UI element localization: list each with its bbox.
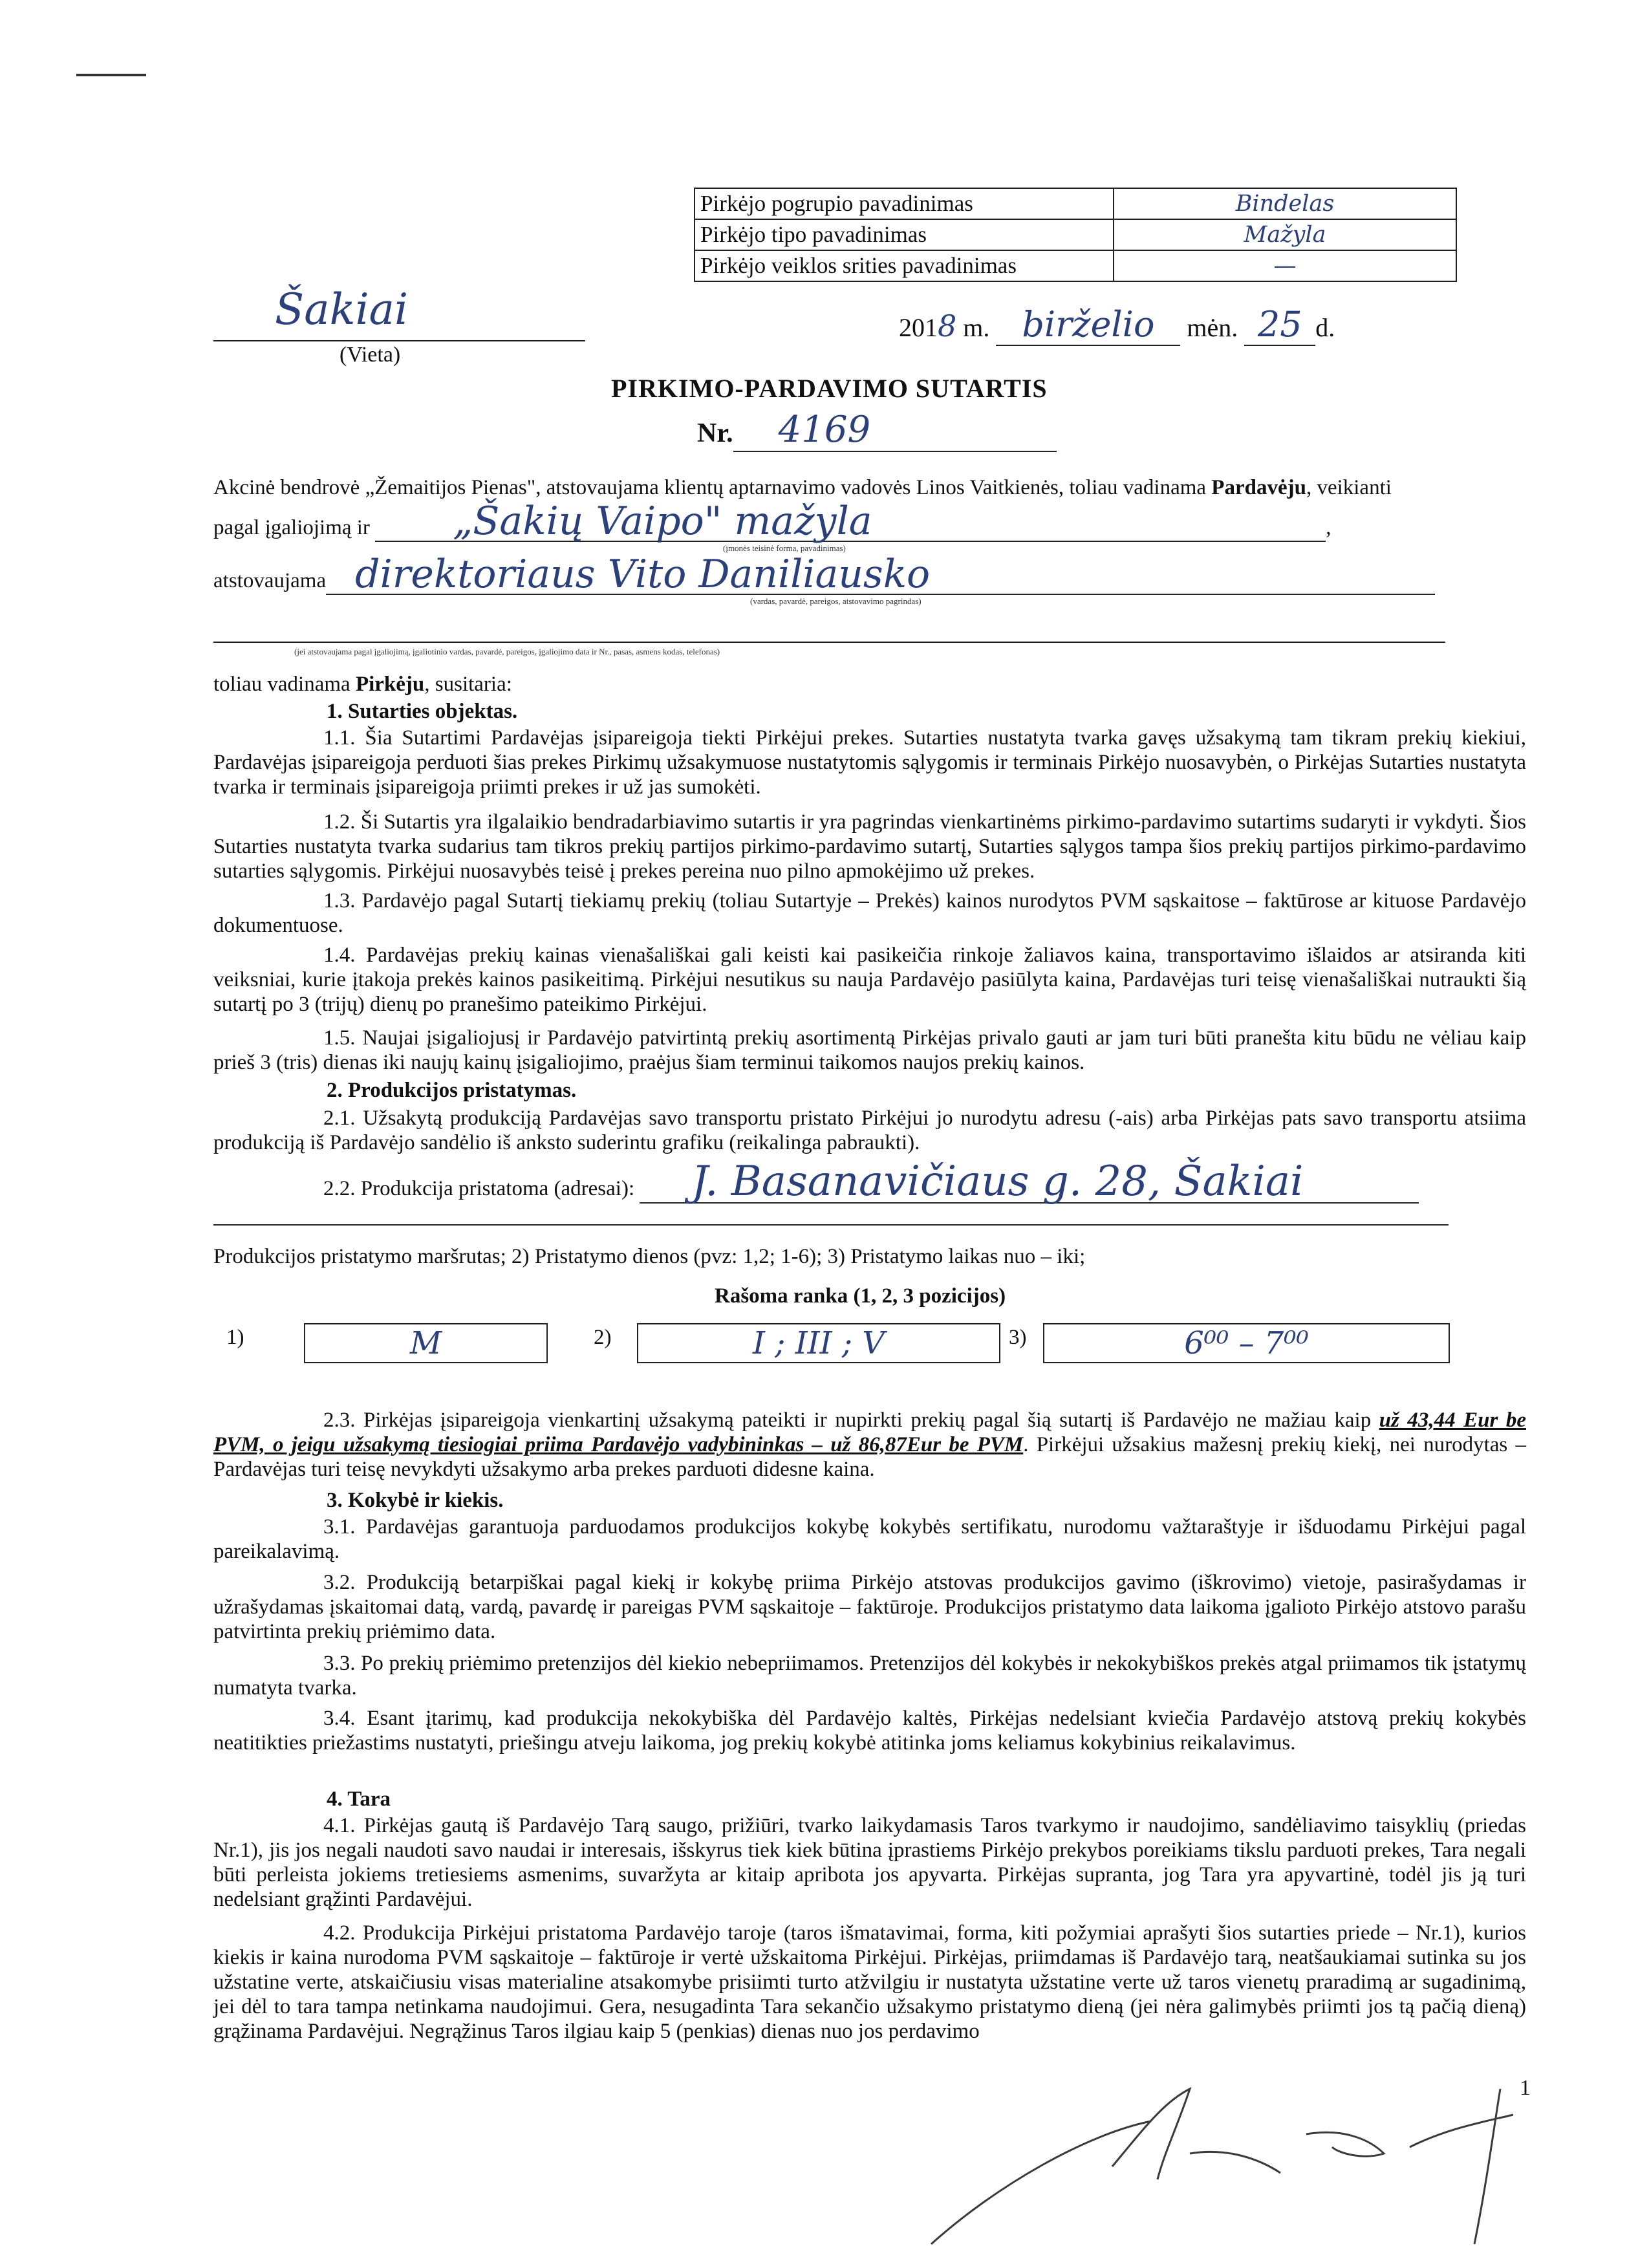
authorization-line [213,642,1445,643]
table-row [695,188,1456,219]
contract-title: PIRKIMO-PARDAVIMO SUTARTIS [611,374,1048,403]
buyer-name: „Šakių Vaipo" mažyla [375,502,1326,542]
authorization-caption: (jei atstovaujama pagal įgaliojimą, įgaliotinio vardas, pavardė, pareigos, įgaliojimo data ir Nr., pasas, asmens kodas, telefonas) [294,647,720,656]
intro-line-1: Akcinė bendrovė „Žemaitijos Pienas", atstovaujama klientų aptarnavimo vadovės Linos Vaitkienės, toliau vadinama Pardavėju, veikianti [213,476,1392,499]
intro-line-2: pagal įgaliojimą ir „Šakių Vaipo" mažyla , [213,499,1331,544]
section-3-heading: 3. Kokybė ir kiekis. [327,1489,504,1512]
intro-line-3: atstovaujama direktoriaus Vito Daniliausko [213,555,1435,595]
box-2-value: I ; III ; V [637,1323,1000,1363]
buyer-caption: (įmonės teisinė forma, pavadinimas) [723,543,846,553]
box-3-label: 3) [1009,1326,1027,1349]
day-value: 25 [1244,304,1315,346]
clause-1-4: 1.4. Pardavėjas prekių kainas vienašališkai gali keisti kai pasikeičia rinkoje žaliavos kaina, transportavimo išlaidos ar atsiranda kiti veiksniai, kurie įtakoja prekės kainos pasikeitimą. Pirkėjui nesutikus su nauja Pardavėjo pasiūlyta kaina, Pardavėjas turi teisę vienašališkai nutraukti šią sutartį po 3 (trijų) dienų po pranešimo pateikimo Pirkėjui. [213,944,1526,1016]
month-label: mėn. [1187,313,1238,342]
page-number: 1 [1520,2076,1531,2100]
clause-3-2: 3.2. Produkciją betarpiškai pagal kiekį ir kokybę priima Pirkėjo atstovas produkcijos gavimo (iškrovimo) vietoje, pasirašydamas ir užrašydamas įskaitomai datą, vardą, pavardę ir pareigas PVM sąskaitoje – faktūroje. Produkcijos pristatymo data laikoma įgalioto Pirkėjo atstovo parašu patvirtinta prekių priėmimo data. [213,1571,1526,1643]
day-label: d. [1315,313,1335,342]
clause-3-1: 3.1. Pardavėjas garantuoja parduodamos produkcijos kokybę kokybės sertifikatu, nurodomu važtaraštyje ir išduodamu Pirkėjui pagal pareikalavimą. [213,1515,1526,1563]
row-value: Mažyla [1114,219,1456,250]
contract-number [697,409,1057,452]
year-digit: 8 [938,308,957,343]
box-1-value: M [304,1323,548,1363]
table-row [695,219,1456,250]
year-prefix: 201 [899,313,938,342]
year-label: m. [963,313,990,342]
representative-caption: (vardas, pavardė, pareigos, atstovavimo pagrindas) [750,596,921,606]
buyer-classification-table [694,188,1457,282]
intro-line-5: toliau vadinama Pirkėju, susitaria: [213,673,512,696]
clause-2-2: 2.2. Produkcija pristatoma (adresai): J. Basanavičiaus g. 28, Šakiai [323,1161,1419,1204]
place-value: Šakiai [275,285,409,334]
clause-3-4: 3.4. Esant įtarimų, kad produkcija nekokybiška dėl Pardavėjo kaltės, Pirkėjas nedelsiant kviečia Pardavėjo atstovą prekių kokybės neatitikties priežastims nustatyti, priešingu atveju laikoma, jog prekių kokybė atitinka joms keliamus kokybinius reikalavimus. [213,1707,1526,1755]
address-extra-line [213,1224,1449,1226]
row-label: Pirkėjo pogrupio pavadinimas [695,188,1114,219]
clause-4-1: 4.1. Pirkėjas gautą iš Pardavėjo Tarą saugo, prižiūri, tvarko laikydamasis Taros tvarkymo ir naudojimo, sandėliavimo taisyklių (priedas Nr.1), jis jos negali naudoti savo naudai ir interesais, išskyrus tiek kiek būtina įprastiems Pirkėjo prekybos poreikiams tikslu parduoti prekes, Tara negali būti perleista jokiems tretiesiems asmenims, suvaržyta ar kitaip apribota jos apyvarta. Pirkėjas supranta, jog Tara yra apyvartinė, todėl jis ją turi nedelsiant grąžinti Pardavėjui. [213,1814,1526,1911]
clause-1-1: 1.1. Šia Sutartimi Pardavėjas įsipareigoja tiekti Pirkėjui prekes. Sutarties nustatyta tvarka gavęs užsakymą tam tikram prekių kiekiui, Pardavėjas įsipareigoja perduoti šias prekes Pirkimų užsakymuose nustatytomis sąlygomis ir terminais Pirkėjo nuosavybėn, o Pirkėjas Sutarties nustatyta tvarka ir terminais įsipareigoja priimti prekes ir už jas sumokėti. [213,726,1526,799]
clause-3-3: 3.3. Po prekių priėmimo pretenzijos dėl kiekio nebepriimamos. Pretenzijos dėl kokybės ir nekokybiškos prekės atgal priimamos tik įstatymų numatyta tvarka. [213,1652,1526,1700]
clause-2-3: 2.3. Pirkėjas įsipareigoja vienkartinį užsakymą pateikti ir nupirkti prekių pagal šią sutartį iš Pardavėjo ne mažiau kaip už 43,44 Eur be PVM, o jeigu užsakymą tiesiogiai priima Pardavėjo vadybininkas – už 86,87Eur be PVM. Pirkėjui užsakius mažesnį prekių kiekį, nei nurodytas – Pardavėjas turi teisę nevykdyti užsakymo arba prekes parduoti didesne kaina. [213,1409,1526,1481]
clause-1-3: 1.3. Pardavėjo pagal Sutartį tiekiamų prekių (toliau Sutartyje – Prekės) kainos nurodytos PVM sąskaitose – faktūrose ar kituose Pardavėjo dokumentuose. [213,889,1526,937]
table-row [695,250,1456,281]
box-1-label: 1) [226,1326,244,1349]
clause-1-5: 1.5. Naujai įsigaliojusį ir Pardavėjo patvirtintą prekių asortimentą Pirkėjas privalo gauti ar jam turi būti pranešta kitu būdu ne vėliau kaip prieš 3 (tris) dienas iki naujų kainų įsigaliojimo, praėjus šiam terminui taikomos naujos prekių kainos. [213,1026,1526,1074]
signature-mark [918,2050,1578,2257]
seller-term: Pardavėju [1211,476,1306,499]
month-value: birželio [996,304,1180,346]
section-1-heading: 1. Sutarties objektas. [327,700,518,723]
delivery-address: J. Basanavičiaus g. 28, Šakiai [640,1161,1419,1204]
buyer-term: Pirkėju [355,673,425,696]
box-3-value: 6⁰⁰ – 7⁰⁰ [1043,1323,1450,1363]
section-2-heading: 2. Produkcijos pristatymas. [327,1079,577,1102]
contract-date [899,304,1335,346]
place-caption: (Vieta) [339,343,401,367]
row-value: Bindelas [1114,188,1456,219]
number-label: Nr. [697,418,733,448]
place-field [213,285,585,341]
clause-4-2: 4.2. Produkcija Pirkėjui pristatoma Pardavėjo taroje (taros išmatavimai, forma, kiti požymiai aprašyti šios sutarties priede – Nr.1), kurios kiekis ir kaina nurodoma PVM sąskaitoje – faktūroje ir vertė užskaitoma Pirkėjui. Pirkėjas, priimdamas iš Pardavėjo tarą, neatšaukiamai sutinka su jos užstatine verte, atskaičiusiu visas materialine atsakomybe prisiimti turto atžvilgiu ir nustatyta užstatine verte už taros vienetų praradimą ar sugadinimą, jei dėl to tara tampa netinkama naudojimui. Gera, nesugadinta Tara sekančio užsakymo pristatymo dieną (jei nėra galimybės priimti jos tą pačią dieną) grąžinama Pardavėjui. Negrąžinus Taros ilgiau kaip 5 (penkias) dienas nuo jos perdavimo [213,1921,1526,2043]
row-label: Pirkėjo veiklos srities pavadinimas [695,250,1114,281]
clause-2-1: 2.1. Užsakytą produkciją Pardavėjas savo transportu pristato Pirkėjui jo nurodytu adresu (-ais) arba Pirkėjas pats savo transportu atsiima produkciją iš Pardavėjo sandėlio iš anksto suderintu grafiku (reikalinga pabraukti). [213,1107,1526,1154]
clause-1-2: 1.2. Ši Sutartis yra ilgalaikio bendradarbiavimo sutartis ir yra pagrindas vienkartinėms pirkimo-pardavimo sutartims sudaryti ir vykdyti. Šios Sutarties nustatyta tvarka sudarius tam tikros prekių partijos pirkimo-pardavimo sutartį, Sutarties sąlygos tampa šios prekių partijos pirkimo-pardavimo sutarties sąlygomis. Pirkėjui nuosavybės teisė į prekes pereina nuo pilno apmokėjimo už prekes. [213,810,1526,883]
handwritten-note: Rašoma ranka (1, 2, 3 pozicijos) [715,1284,1006,1308]
number-value: 4169 [733,409,1057,452]
route-line: Produkcijos pristatymo maršrutas; 2) Pristatymo dienos (pvz: 1,2; 1-6); 3) Pristatymo laikas nuo – iki; [213,1245,1086,1268]
representative-name: direktoriaus Vito Daniliausko [326,555,1435,595]
section-4-heading: 4. Tara [327,1787,391,1811]
corner-dash [76,74,146,76]
minimum-order-terms: už 43,44 Eur be PVM, o jeigu užsakymą tiesiogiai priima Pardavėjo vadybininkas – už 86,87Eur be PVM [213,1409,1526,1456]
row-label: Pirkėjo tipo pavadinimas [695,219,1114,250]
row-value: — [1114,250,1456,281]
box-2-label: 2) [594,1326,612,1349]
